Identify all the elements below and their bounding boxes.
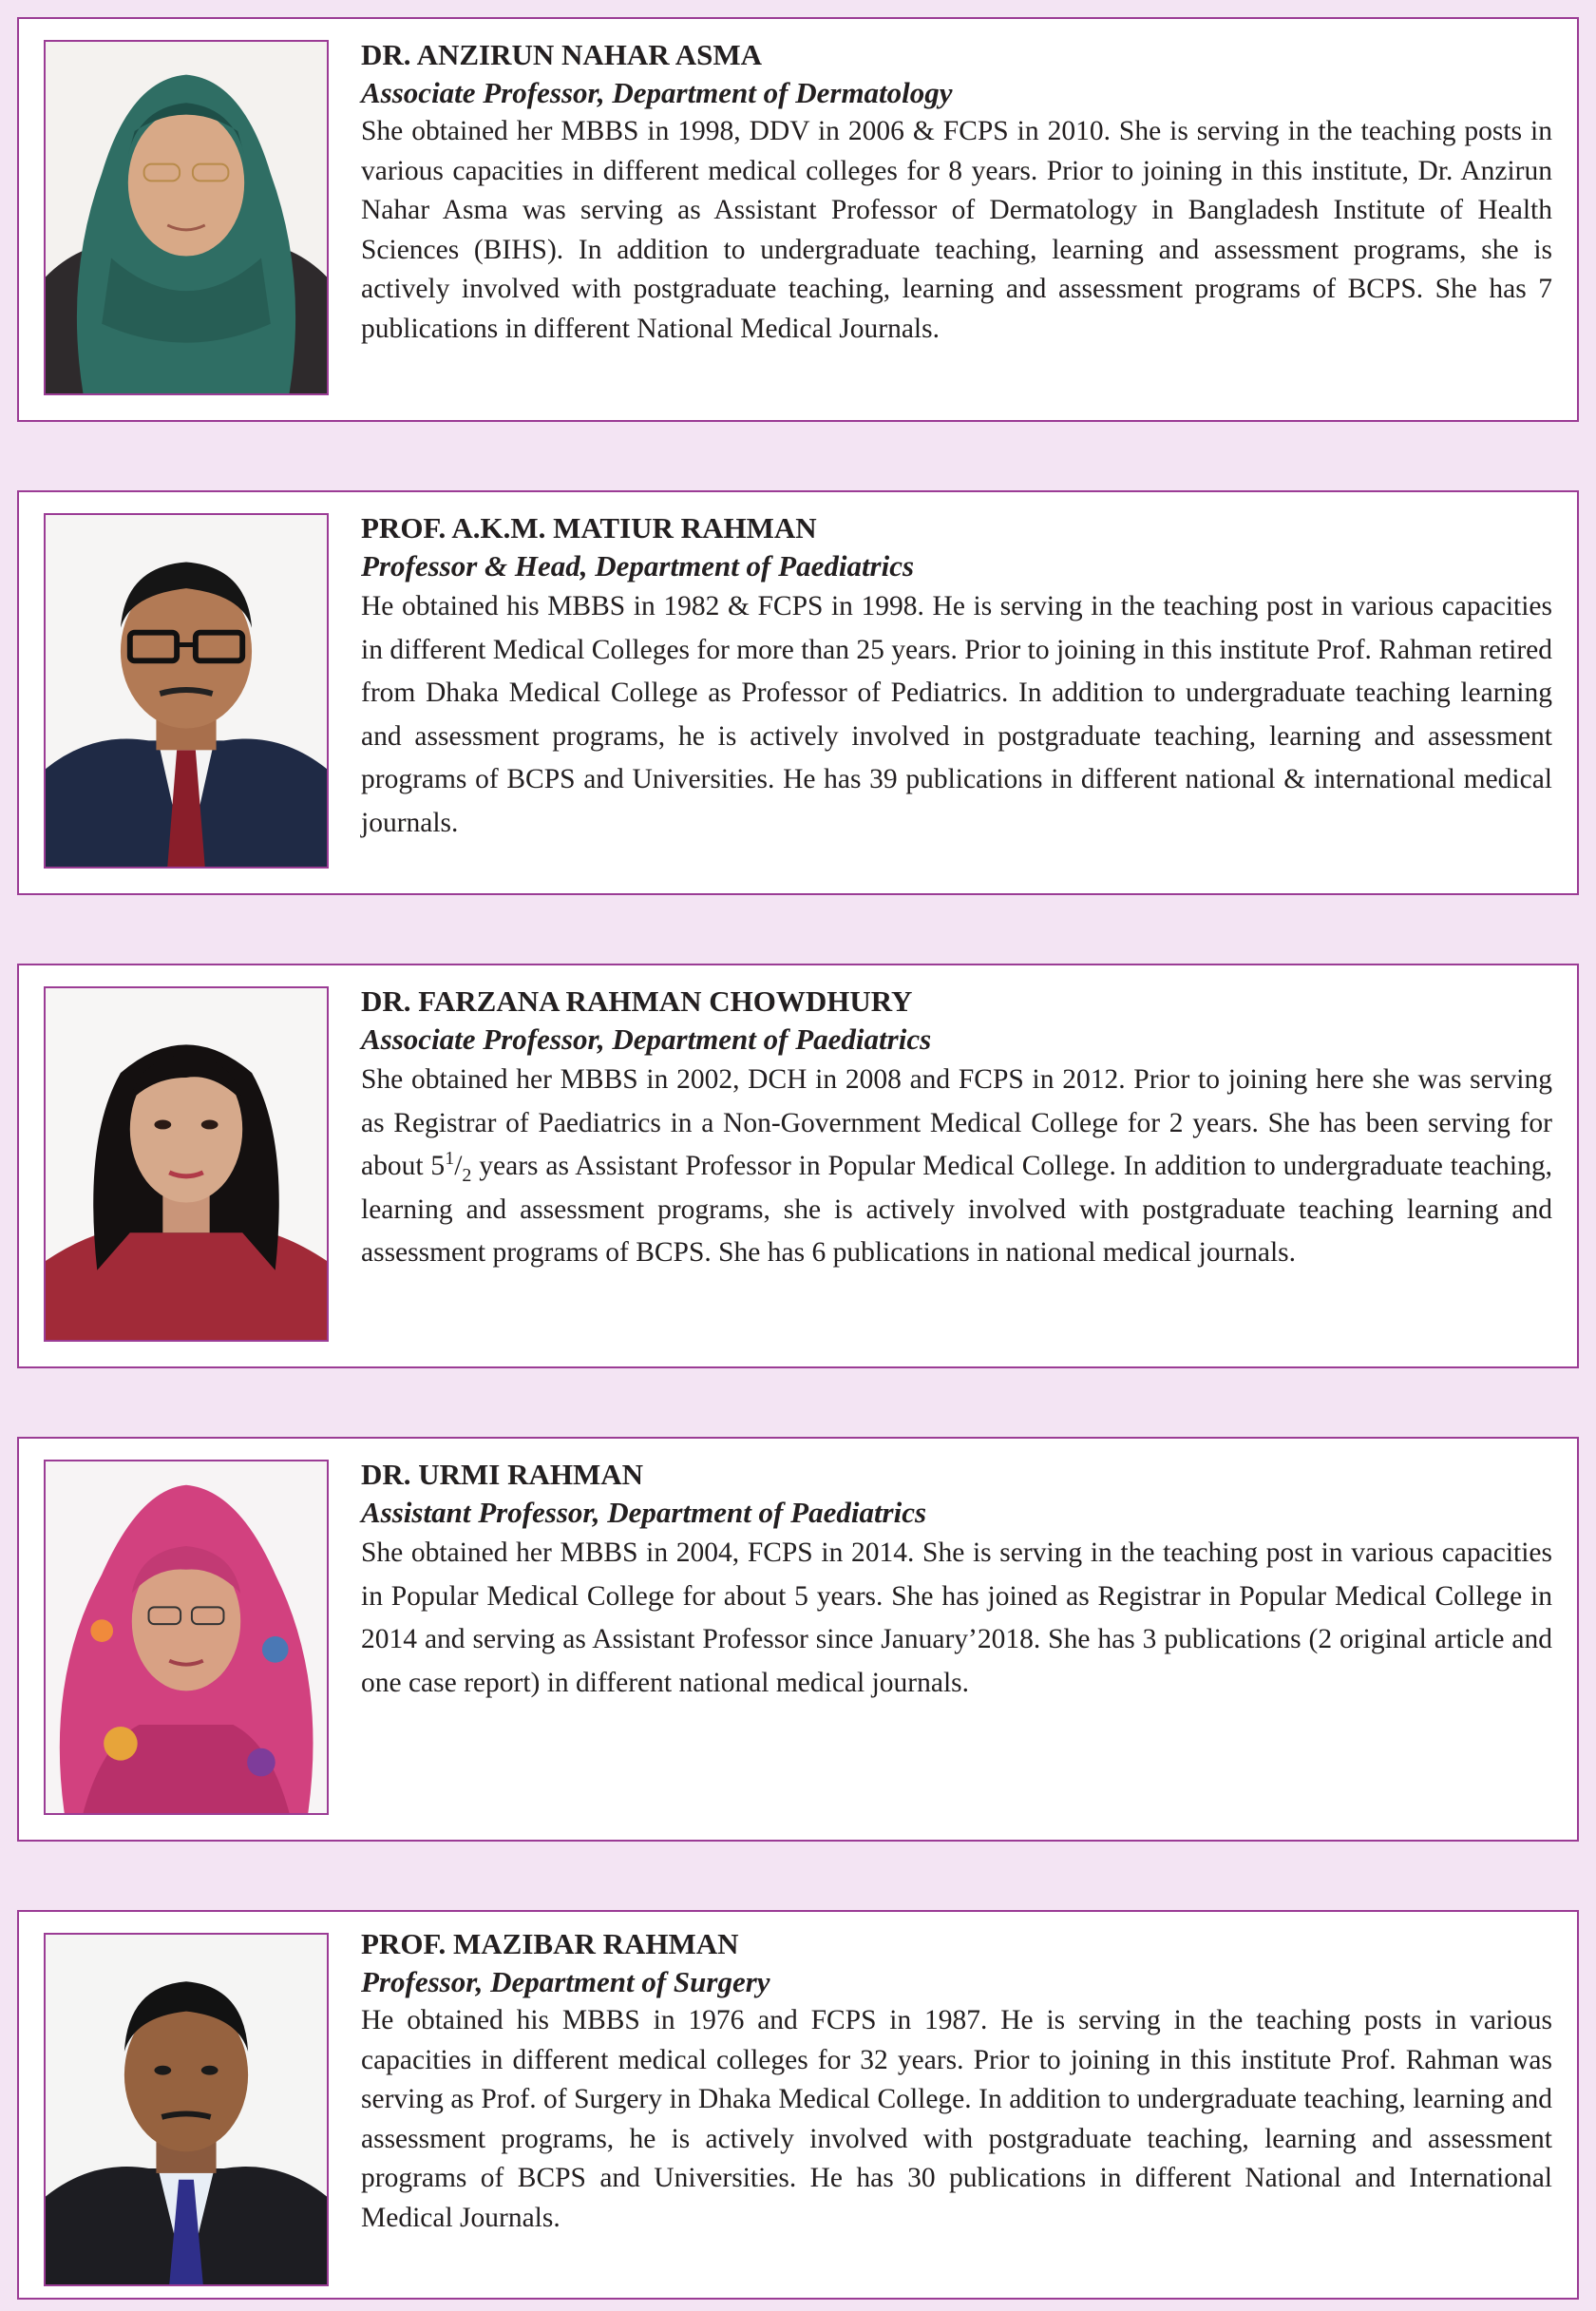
faculty-text — [361, 1925, 1552, 2238]
faculty-title: Associate Professor, Department of Dermatology — [361, 76, 953, 109]
portrait-photo — [44, 1460, 329, 1815]
faculty-card-urmi-rahman — [17, 1437, 1579, 1842]
faculty-card-asma — [17, 17, 1579, 422]
faculty-text — [361, 983, 1552, 1275]
faculty-name: PROF. MAZIBAR RAHMAN — [361, 1927, 739, 1960]
faculty-text — [361, 509, 1552, 845]
fraction-numerator: 1 — [445, 1148, 455, 1170]
faculty-title: Professor & Head, Department of Paediatrics — [361, 549, 915, 583]
bio-text: She obtained her MBBS in 2002, DCH in 2008 and FCPS in 2012. Prior to joining here she was serving as Registrar of Paediatrics in a Non-Government Medical College for 2 years. She has been serving for about 5 — [361, 1064, 1552, 1181]
faculty-name: DR. URMI RAHMAN — [361, 1458, 644, 1491]
portrait-photo — [44, 40, 329, 395]
portrait-photo — [44, 513, 329, 869]
faculty-bio — [361, 1059, 1552, 1275]
portrait-photo — [44, 1933, 329, 2286]
faculty-title: Professor, Department of Surgery — [361, 1965, 770, 1998]
faculty-text — [361, 36, 1552, 349]
portrait-photo — [44, 986, 329, 1342]
faculty-bio: He obtained his MBBS in 1976 and FCPS in 1987. He is serving in the teaching posts in various capacities in different medical colleges for 32 years. Prior to joining in this institute Prof. Rahman was serving as Prof. of Surgery in Dhaka Medical College. In addition to undergraduate teaching, learning and assessment programs, he is actively involved with postgraduate teaching, learning and assessment programs of BCPS and Universities. He has 30 publications in different National and International Medical Journals. — [361, 2005, 1552, 2233]
faculty-title: Associate Professor, Department of Paediatrics — [361, 1022, 932, 1056]
faculty-name: DR. ANZIRUN NAHAR ASMA — [361, 38, 762, 71]
faculty-bio: She obtained her MBBS in 1998, DDV in 2006 & FCPS in 2010. She is serving in the teaching posts in various capacities in different medical colleges for 8 years. Prior to joining in this institute, Dr. Anzirun Nahar Asma was serving as Assistant Professor of Dermatology in Bangladesh Institute of Health Sciences (BIHS). In addition to undergraduate teaching, learning and assessment programs, she is actively involved with postgraduate teaching, learning and assessment programs of BCPS. She has 7 publications in different National Medical Journals. — [361, 116, 1552, 344]
faculty-card-matiur-rahman — [17, 490, 1579, 895]
faculty-text — [361, 1456, 1552, 1705]
faculty-name: PROF. A.K.M. MATIUR RAHMAN — [361, 511, 817, 544]
faculty-card-farzana-rahman-chowdhury — [17, 964, 1579, 1368]
faculty-bio: She obtained her MBBS in 2004, FCPS in 2014. She is serving in the teaching post in various capacities in Popular Medical College for about 5 years. She has joined as Registrar in Popular Medical College in 2014 and serving as Assistant Professor since January’2018. She has 3 publications (2 original article and one case report) in different national medical journals. — [361, 1537, 1552, 1698]
faculty-card-mazibar-rahman — [17, 1910, 1579, 2300]
bio-text: years as Assistant Professor in Popular Medical College. In addition to undergraduate teaching, learning and assessment programs, she is actively involved with postgraduate teaching learning and assessment programs of BCPS. She has 6 publications in national medical journals. — [361, 1151, 1552, 1268]
fraction-slash: / — [454, 1151, 463, 1181]
faculty-name: DR. FARZANA RAHMAN CHOWDHURY — [361, 984, 913, 1018]
faculty-title: Assistant Professor, Department of Paediatrics — [361, 1496, 927, 1529]
fraction-denominator: 2 — [462, 1164, 472, 1186]
faculty-bio: He obtained his MBBS in 1982 & FCPS in 1998. He is serving in the teaching post in various capacities in different Medical Colleges for more than 25 years. Prior to joining in this institute Prof. Rahman retired from Dhaka Medical College as Professor of Pediatrics. In addition to undergraduate teaching learning and assessment programs, he is actively involved in postgraduate teaching, learning and assessment programs of BCPS and Universities. He has 39 publications in different national & international medical journals. — [361, 591, 1552, 838]
